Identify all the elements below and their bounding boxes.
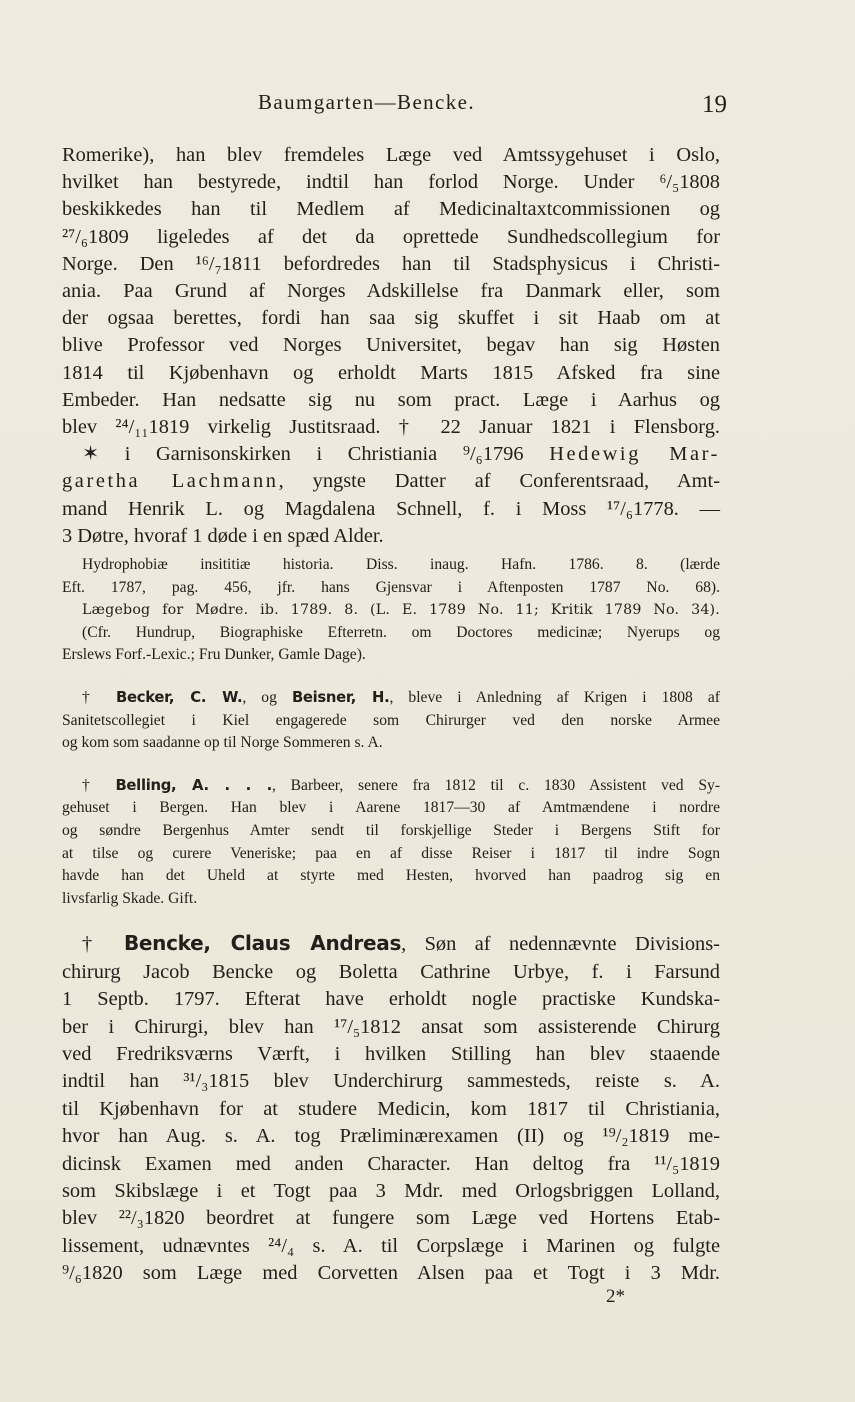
text-line: ⁹/₆1820 som Læge med Corvetten Alsen paa et Togt i 3 Mdr. bbox=[62, 1262, 720, 1285]
text-line: Eft. 1787, pag. 456, jfr. hans Gjensvar i Aftenposten 1787 No. 68). bbox=[62, 578, 720, 596]
text-line: og søndre Bergenhus Amter sendt til forskjellige Steder i Bergens Stift for bbox=[62, 821, 720, 839]
text-line: Hydrophobiæ insititiæ historia. Diss. inaug. Hafn. 1786. 8. (lærde bbox=[82, 556, 720, 574]
entry-name: Bencke, Claus Andreas bbox=[123, 931, 402, 956]
text-line: 1814 til Kjøbenhavn og erholdt Marts 1815 Afsked fra sine bbox=[62, 361, 720, 384]
text-line: blev ²⁴/₁₁1819 virkelig Justitsraad. † 22 Januar 1821 i Flensborg. bbox=[62, 416, 720, 439]
text-line: som Skibslæge i et Togt paa 3 Mdr. med Orlogsbriggen Lolland, bbox=[62, 1180, 720, 1203]
dagger-mark: † bbox=[82, 689, 101, 707]
entry-text: , bleve i Anledning af Krigen i 1808 af bbox=[389, 689, 720, 707]
running-head: Baumgarten—Bencke. bbox=[258, 90, 476, 114]
text-line bbox=[62, 930, 720, 958]
entry-text: , Søn af nedennævnte Divisions- bbox=[401, 933, 720, 956]
text-line: ved Fredriksværns Værft, i hvilken Stilling han blev staaende bbox=[62, 1042, 720, 1065]
text-line: beskikkedes han til Medlem af Medicinaltaxtcommissionen og bbox=[62, 198, 720, 221]
text-line: 1 Septb. 1797. Efterat have erholdt nogle practiske Kundska- bbox=[62, 988, 720, 1011]
entry-name: Beisner, H. bbox=[291, 689, 390, 707]
text-line: hvor han Aug. s. A. tog Præliminærexamen (II) og ¹⁹/₂1819 me- bbox=[62, 1125, 720, 1148]
entry-bencke bbox=[62, 930, 720, 1287]
dagger-mark: † bbox=[82, 933, 106, 956]
entry-becker-beisner bbox=[62, 687, 720, 755]
marriage-paragraph bbox=[62, 441, 720, 550]
text-line bbox=[62, 775, 720, 798]
text-line: hvilket han bestyrede, indtil han forlod Norge. Under ⁶/₅1808 bbox=[62, 171, 720, 194]
body-text bbox=[62, 142, 720, 1288]
text-line: der ogsaa berettes, fordi han saa sig skuffet i sit Haab om at bbox=[62, 307, 720, 330]
marriage-date: ✶ i Garnisonskirken i Christiania ⁹/₆1796 bbox=[82, 443, 550, 466]
signature-mark: 2* bbox=[606, 1286, 625, 1307]
dagger-mark: † bbox=[82, 776, 101, 794]
spouse-name-part: Hedewig Mar- bbox=[549, 443, 720, 466]
text-line: ²⁷/₆1809 ligeledes af det da oprettede Sundhedscollegium for bbox=[62, 225, 720, 248]
text-line bbox=[62, 468, 720, 495]
text-line: 3 Døtre, hvoraf 1 døde i en spæd Alder. bbox=[62, 524, 384, 547]
works-list bbox=[62, 554, 720, 667]
text-line: indtil han ³¹/₃1815 blev Underchirurg sammesteds, reiste s. A. bbox=[62, 1070, 720, 1093]
entry-text: , Barbeer, senere fra 1812 til c. 1830 Assistent ved Sy- bbox=[271, 776, 721, 794]
text-line: blive Professor ved Norges Universitet, begav han sig Høsten bbox=[62, 334, 720, 357]
entry-name: Belling, A. . . . bbox=[115, 776, 272, 794]
text-line: dicinsk Examen med anden Character. Han deltog fra ¹¹/₅1819 bbox=[62, 1152, 720, 1175]
text-line: til Kjøbenhavn for at studere Medicin, kom 1817 til Christiania, bbox=[62, 1097, 720, 1120]
text-line bbox=[62, 687, 720, 710]
text-line: Erslews Forf.-Lexic.; Fru Dunker, Gamle Dage). bbox=[62, 646, 366, 664]
text-line: (Cfr. Hundrup, Biographiske Efterretn. om Doctores medicinæ; Nyerups og bbox=[82, 623, 720, 641]
text-line: livsfarlig Skade. Gift. bbox=[62, 889, 198, 907]
text-line: lissement, udnævntes ²⁴/₄ s. A. til Corpslæge i Marinen og fulgte bbox=[62, 1234, 720, 1257]
text-line: ania. Paa Grund af Norges Adskillelse fra Danmark eller, som bbox=[62, 280, 720, 303]
text-line: Embeder. Han nedsatte sig nu som pract. Læge i Aarhus og bbox=[62, 388, 720, 411]
entry-baumgarten-continued bbox=[62, 142, 720, 441]
page-number: 19 bbox=[702, 91, 727, 118]
text-line: Romerike), han blev fremdeles Læge ved Amtssygehuset i Oslo, bbox=[62, 144, 720, 166]
text-line: gehuset i Bergen. Han blev i Aarene 1817—30 af Amtmændene i nordre bbox=[62, 799, 720, 817]
spouse-details: , yngste Datter af Conferentsraad, Amt- bbox=[278, 470, 720, 493]
spouse-name-part: garetha Lachmann bbox=[62, 470, 279, 493]
text-line: blev ²²/₃1820 beordret at fungere som Læge ved Hortens Etab- bbox=[62, 1207, 720, 1230]
text-line: Sanitetscollegiet i Kiel engagerede som Chirurger ved den norske Armee bbox=[62, 711, 720, 729]
text-line bbox=[62, 441, 720, 468]
entry-name: Becker, C. W. bbox=[116, 689, 243, 707]
text-line: Lægebog for Mødre. ib. 1789. 8. (L. E. 1789 No. 11; Kritik 1789 No. 34). bbox=[82, 602, 720, 619]
text-line: mand Henrik L. og Magdalena Schnell, f. i Moss ¹⁷/₆1778. — bbox=[62, 497, 720, 520]
entry-belling bbox=[62, 775, 720, 911]
text-line: og kom som saadanne op til Norge Sommeren s. A. bbox=[62, 734, 383, 752]
text-line: at tilse og curere Veneriske; paa en af disse Reiser i 1817 til indre Sogn bbox=[62, 844, 720, 862]
text-line: chirurg Jacob Bencke og Boletta Cathrine Urbye, f. i Farsund bbox=[62, 960, 720, 983]
text-line: ber i Chirurgi, blev han ¹⁷/₅1812 ansat som assisterende Chirurg bbox=[62, 1015, 720, 1038]
text-line: Norge. Den ¹⁶/₇1811 befordredes han til Stadsphysicus i Christi- bbox=[62, 252, 720, 275]
connector-text: , og bbox=[242, 689, 292, 707]
page-header bbox=[62, 90, 725, 120]
text-line: havde han det Uheld at styrte med Hesten, hvorved han paadrog sig en bbox=[62, 867, 720, 885]
